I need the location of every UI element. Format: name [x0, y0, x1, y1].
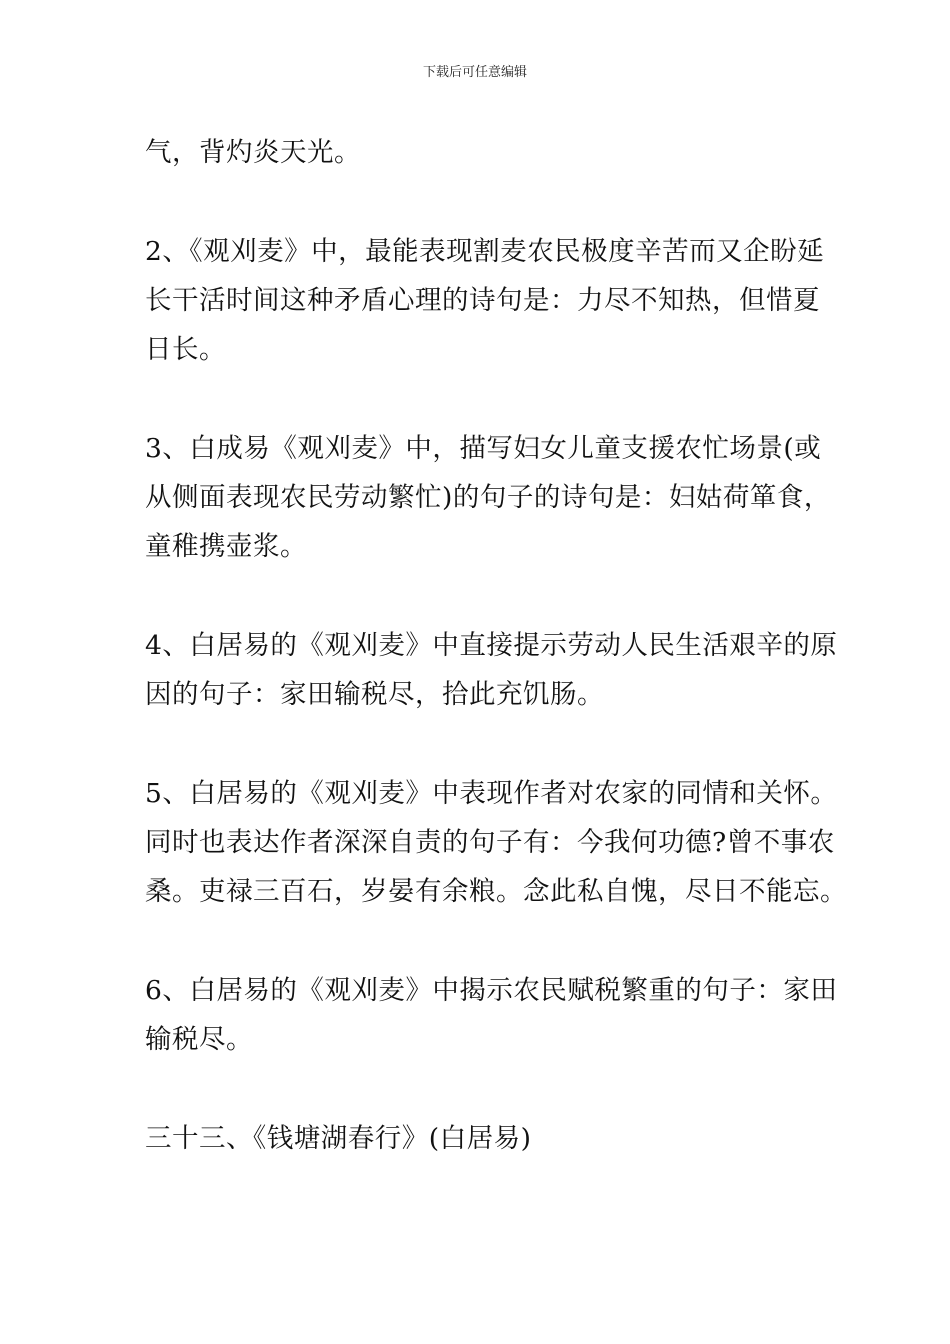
- paragraph-1: [145, 128, 825, 177]
- section-heading: [145, 1114, 825, 1163]
- text-line: 三十三、《钱塘湖春行》(白居易): [145, 1123, 532, 1154]
- text-line: 同时也表达作者深深自责的句子有：今我何功德?曾不事农: [145, 827, 835, 858]
- paragraph-4: [145, 621, 838, 719]
- paragraph-6: [145, 966, 838, 1064]
- text-line: 5、白居易的《观刈麦》中表现作者对农家的同情和关怀。: [145, 778, 838, 809]
- text-line: 桑。吏禄三百石，岁晏有余粮。念此私自愧，尽日不能忘。: [145, 876, 847, 907]
- text-line: 从侧面表现农民劳动繁忙)的句子的诗句是：妇姑荷箪食，: [145, 482, 831, 513]
- document-body: [145, 128, 847, 1163]
- text-line: 4、白居易的《观刈麦》中直接提示劳动人民生活艰辛的原: [145, 630, 838, 661]
- paragraph-3: [145, 424, 831, 571]
- text-line: 气，背灼炎天光。: [145, 137, 361, 168]
- text-line: 6、白居易的《观刈麦》中揭示农民赋税繁重的句子：家田: [145, 975, 838, 1006]
- text-line: 2、《观刈麦》中，最能表现割麦农民极度辛苦而又企盼延: [145, 236, 825, 267]
- page-header: 下载后可任意编辑: [422, 65, 527, 80]
- text-line: 长干活时间这种矛盾心理的诗句是：力尽不知热，但惜夏: [145, 285, 820, 316]
- paragraph-2: [145, 227, 825, 374]
- text-line: 因的句子：家田输税尽，拾此充饥肠。: [145, 679, 604, 710]
- text-line: 日长。: [145, 334, 226, 365]
- text-line: 3、白成易《观刈麦》中，描写妇女儿童支援农忙场景(或: [145, 433, 822, 464]
- text-line: 输税尽。: [145, 1024, 253, 1055]
- text-line: 童稚携壶浆。: [145, 531, 307, 562]
- paragraph-5: [145, 769, 847, 916]
